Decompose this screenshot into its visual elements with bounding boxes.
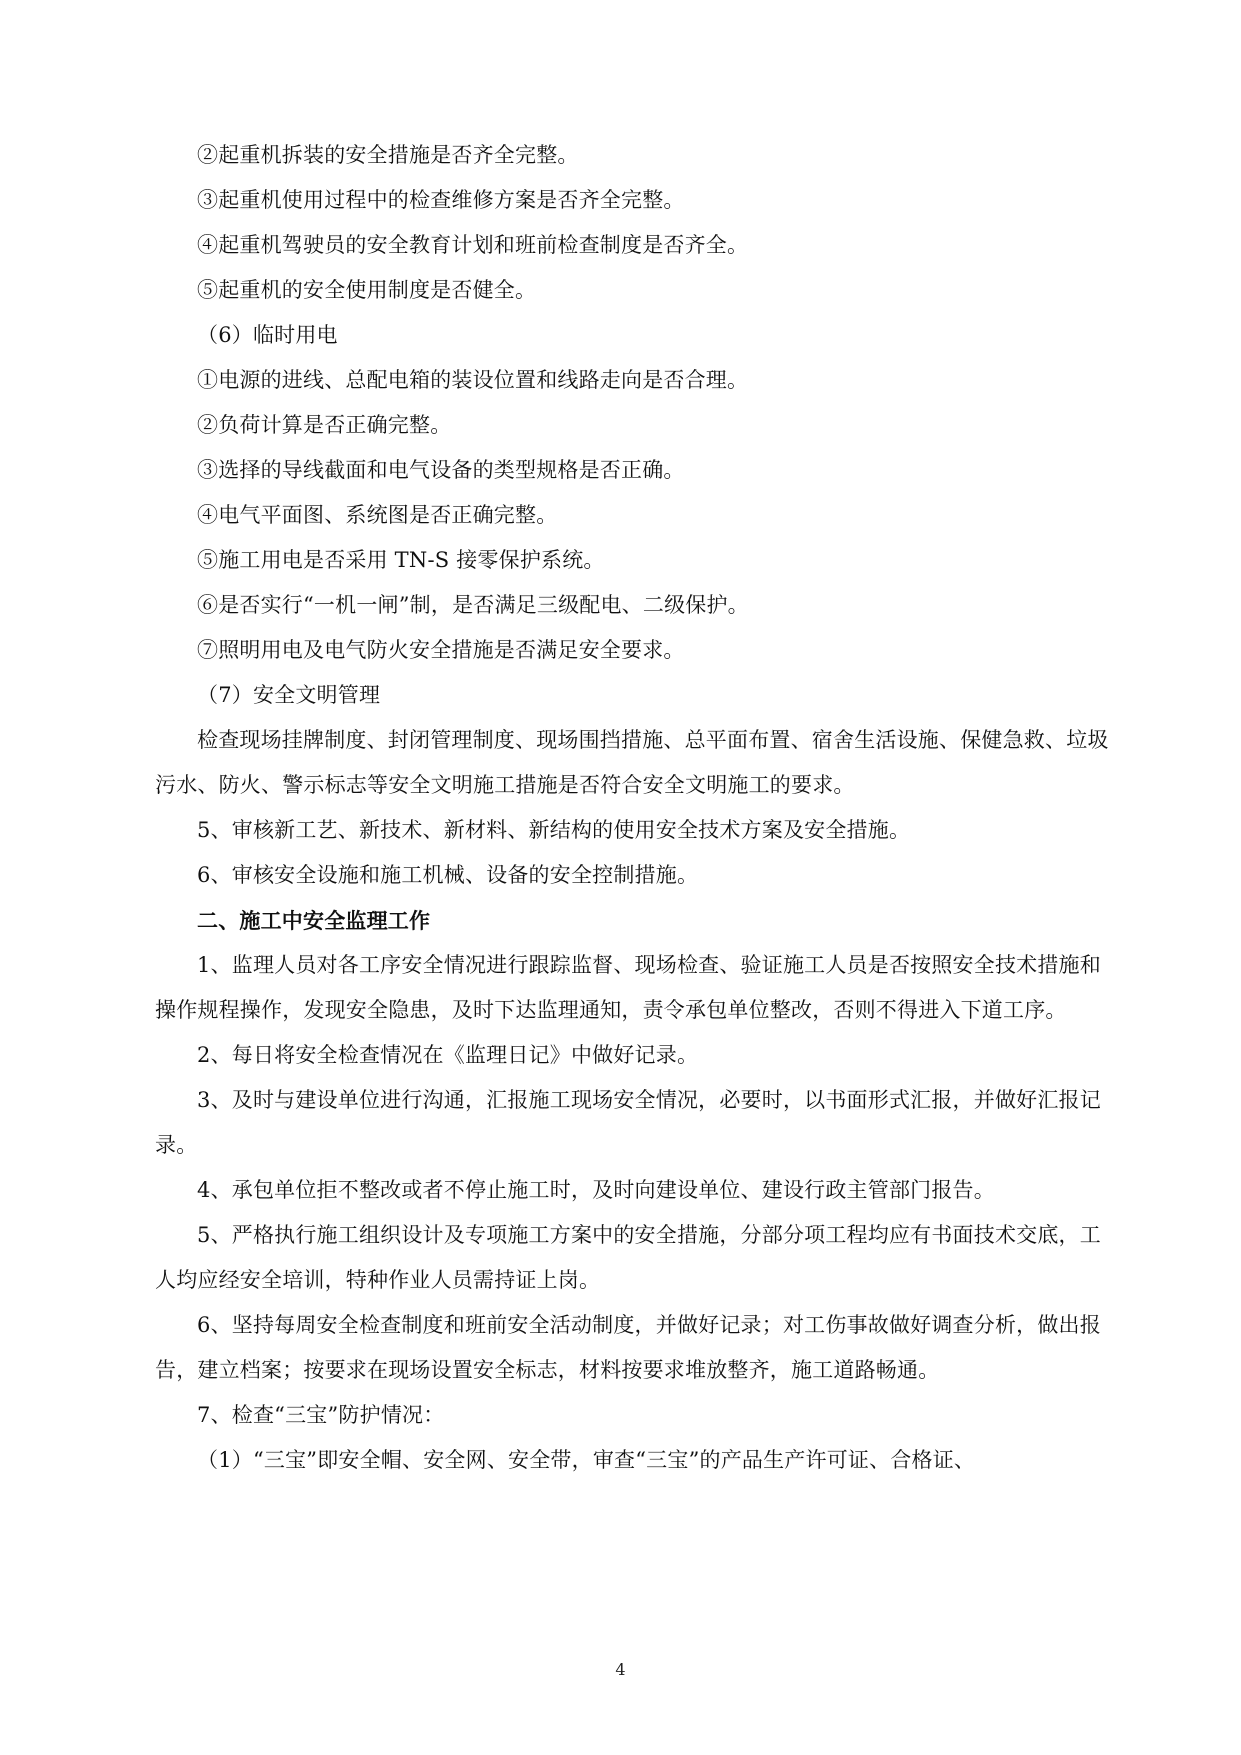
- paragraph-supervisor-tracking: 1、监理人员对各工序安全情况进行跟踪监督、现场检查、验证施工人员是否按照安全技术措施和操作规程操作，发现安全隐患，及时下达监理通知，责令承包单位整改，否则不得进入下道工序。: [155, 953, 1101, 1022]
- paragraph-tns-system: ⑤施工用电是否采用 TN-S 接零保护系统。: [197, 548, 605, 572]
- paragraph-load-calculation: ②负荷计算是否正确完整。: [197, 413, 452, 437]
- paragraph-crane-operator-education: ④起重机驾驶员的安全教育计划和班前检查制度是否齐全。: [197, 233, 749, 257]
- paragraph-lighting-fire-safety: ⑦照明用电及电气防火安全措施是否满足安全要求。: [197, 638, 685, 662]
- paragraph-daily-log: 2、每日将安全检查情况在《监理日记》中做好记录。: [197, 1043, 699, 1067]
- paragraph-weekly-inspection: 6、坚持每周安全检查制度和班前安全活动制度，并做好记录；对工伤事故做好调查分析，做出报告，建立档案；按要求在现场设置安全标志，材料按要求堆放整齐，施工道路畅通。: [155, 1313, 1101, 1382]
- subheading-civilized-management: （7）安全文明管理: [197, 683, 381, 707]
- paragraph-wire-section-selection: ③选择的导线截面和电气设备的类型规格是否正确。: [197, 458, 685, 482]
- subheading-temporary-power: （6）临时用电: [197, 323, 338, 347]
- paragraph-site-civilization-check: 检查现场挂牌制度、封闭管理制度、现场围挡措施、总平面布置、宿舍生活设施、保健急救、垃圾污水、防火、警示标志等安全文明施工措施是否符合安全文明施工的要求。: [155, 728, 1109, 797]
- paragraph-review-new-technology: 5、审核新工艺、新技术、新材料、新结构的使用安全技术方案及安全措施。: [197, 818, 911, 842]
- paragraph-power-incoming-line: ①电源的进线、总配电箱的装设位置和线路走向是否合理。: [197, 368, 749, 392]
- paragraph-communicate-owner: 3、及时与建设单位进行沟通，汇报施工现场安全情况，必要时，以书面形式汇报，并做好汇报记录。: [155, 1088, 1101, 1157]
- paragraph-crane-inspection-plan: ③起重机使用过程中的检查维修方案是否齐全完整。: [197, 188, 685, 212]
- section-heading-construction-supervision: 二、施工中安全监理工作: [197, 908, 431, 933]
- paragraph-electrical-diagrams: ④电气平面图、系统图是否正确完整。: [197, 503, 558, 527]
- paragraph-review-safety-facilities: 6、审核安全设施和施工机械、设备的安全控制措施。: [197, 863, 699, 887]
- paragraph-three-treasures-definition: （1）“三宝”即安全帽、安全网、安全带，审查“三宝”的产品生产许可证、合格证、: [197, 1448, 976, 1472]
- page-number: 4: [615, 1660, 626, 1679]
- paragraph-check-three-treasures: 7、检查“三宝”防护情况：: [197, 1403, 445, 1427]
- paragraph-report-refusal: 4、承包单位拒不整改或者不停止施工时，及时向建设单位、建设行政主管部门报告。: [197, 1178, 995, 1202]
- paragraph-strict-implementation: 5、严格执行施工组织设计及专项施工方案中的安全措施，分部分项工程均应有书面技术交底，工人均应经安全培训，特种作业人员需持证上岗。: [155, 1223, 1101, 1292]
- document-body: [155, 133, 1110, 1483]
- paragraph-one-machine-one-switch: ⑥是否实行“一机一闸”制，是否满足三级配电、二级保护。: [197, 593, 749, 617]
- paragraph-crane-dismantle-measures: ②起重机拆装的安全措施是否齐全完整。: [197, 143, 579, 167]
- paragraph-crane-usage-system: ⑤起重机的安全使用制度是否健全。: [197, 278, 537, 302]
